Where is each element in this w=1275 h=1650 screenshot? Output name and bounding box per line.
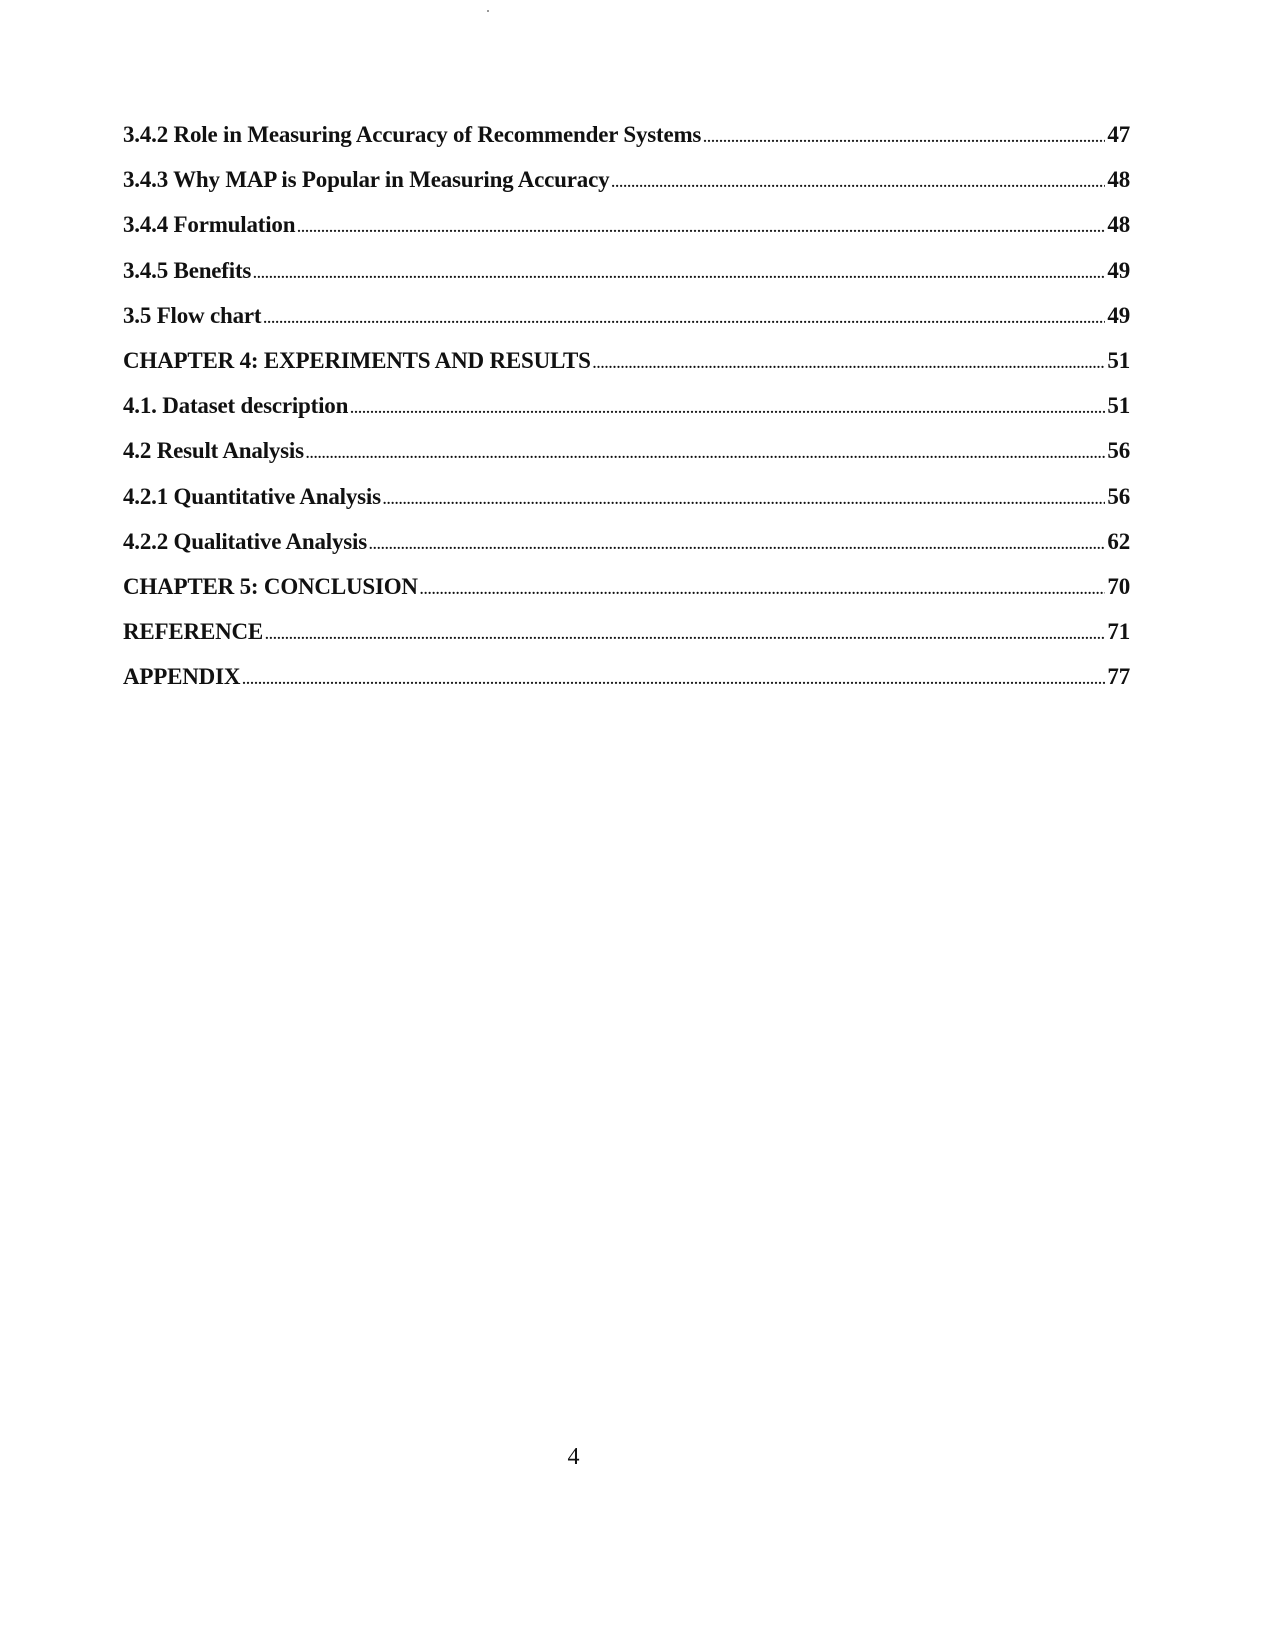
leader-dots xyxy=(350,402,1105,418)
toc-entry[interactable] xyxy=(123,258,1130,303)
toc-entry-page: 51 xyxy=(1107,347,1130,373)
toc-entry[interactable] xyxy=(123,484,1130,529)
toc-entry[interactable] xyxy=(123,348,1130,393)
toc-entry[interactable] xyxy=(123,529,1130,574)
table-of-contents xyxy=(123,122,1130,709)
toc-entry-title: 4.2.1 Quantitative Analysis xyxy=(123,483,381,509)
toc-entry-title: 3.4.2 Role in Measuring Accuracy of Recommender Systems xyxy=(123,122,702,147)
toc-entry-page: 48 xyxy=(1107,167,1130,193)
leader-dots xyxy=(242,673,1105,689)
leader-dots xyxy=(369,538,1105,554)
toc-entry[interactable] xyxy=(123,393,1130,438)
toc-entry-title: CHAPTER 5: CONCLUSION xyxy=(123,573,418,599)
leader-dots xyxy=(253,267,1105,283)
toc-entry-page: 49 xyxy=(1107,257,1130,283)
toc-entry[interactable] xyxy=(123,574,1130,619)
leader-dots xyxy=(265,628,1105,644)
toc-entry[interactable] xyxy=(123,167,1130,212)
toc-entry[interactable] xyxy=(123,303,1130,348)
toc-entry-page: 49 xyxy=(1107,302,1130,328)
leader-dots xyxy=(297,221,1105,237)
toc-entry-page: 48 xyxy=(1107,212,1130,238)
page-number: 4 xyxy=(567,1444,580,1470)
toc-entry-page: 51 xyxy=(1107,393,1130,419)
toc-entry-title: 3.4.4 Formulation xyxy=(123,212,296,238)
toc-entry-title: 4.2 Result Analysis xyxy=(123,438,304,464)
toc-entry-title: 3.4.5 Benefits xyxy=(123,257,252,283)
toc-entry-page: 56 xyxy=(1107,483,1130,509)
leader-dots xyxy=(593,357,1106,373)
toc-entry-page: 70 xyxy=(1107,573,1130,599)
toc-entry-page: 56 xyxy=(1107,438,1130,464)
toc-entry[interactable] xyxy=(123,212,1130,257)
toc-entry-page: 47 xyxy=(1107,122,1130,147)
toc-entry-title: 3.5 Flow chart xyxy=(123,302,262,328)
toc-entry-title: 4.2.2 Qualitative Analysis xyxy=(123,528,367,554)
leader-dots xyxy=(611,176,1105,192)
toc-entry-title: 4.1. Dataset description xyxy=(123,393,349,419)
leader-dots xyxy=(263,312,1105,328)
toc-entry[interactable] xyxy=(123,438,1130,483)
toc-entry-title: CHAPTER 4: EXPERIMENTS AND RESULTS xyxy=(123,347,591,373)
toc-entry-page: 71 xyxy=(1107,619,1130,645)
toc-entry[interactable] xyxy=(123,122,1130,167)
leader-dots xyxy=(306,447,1106,463)
leader-dots xyxy=(703,131,1105,147)
toc-entry-page: 62 xyxy=(1107,528,1130,554)
leader-dots xyxy=(420,583,1106,599)
scan-speck xyxy=(487,10,489,12)
toc-entry[interactable] xyxy=(123,664,1130,709)
toc-entry-title: REFERENCE xyxy=(123,619,264,645)
toc-entry-page: 77 xyxy=(1107,664,1130,690)
toc-entry[interactable] xyxy=(123,619,1130,664)
toc-entry-title: 3.4.3 Why MAP is Popular in Measuring Accuracy xyxy=(123,167,610,193)
toc-entry-title: APPENDIX xyxy=(123,664,241,690)
leader-dots xyxy=(383,493,1106,509)
